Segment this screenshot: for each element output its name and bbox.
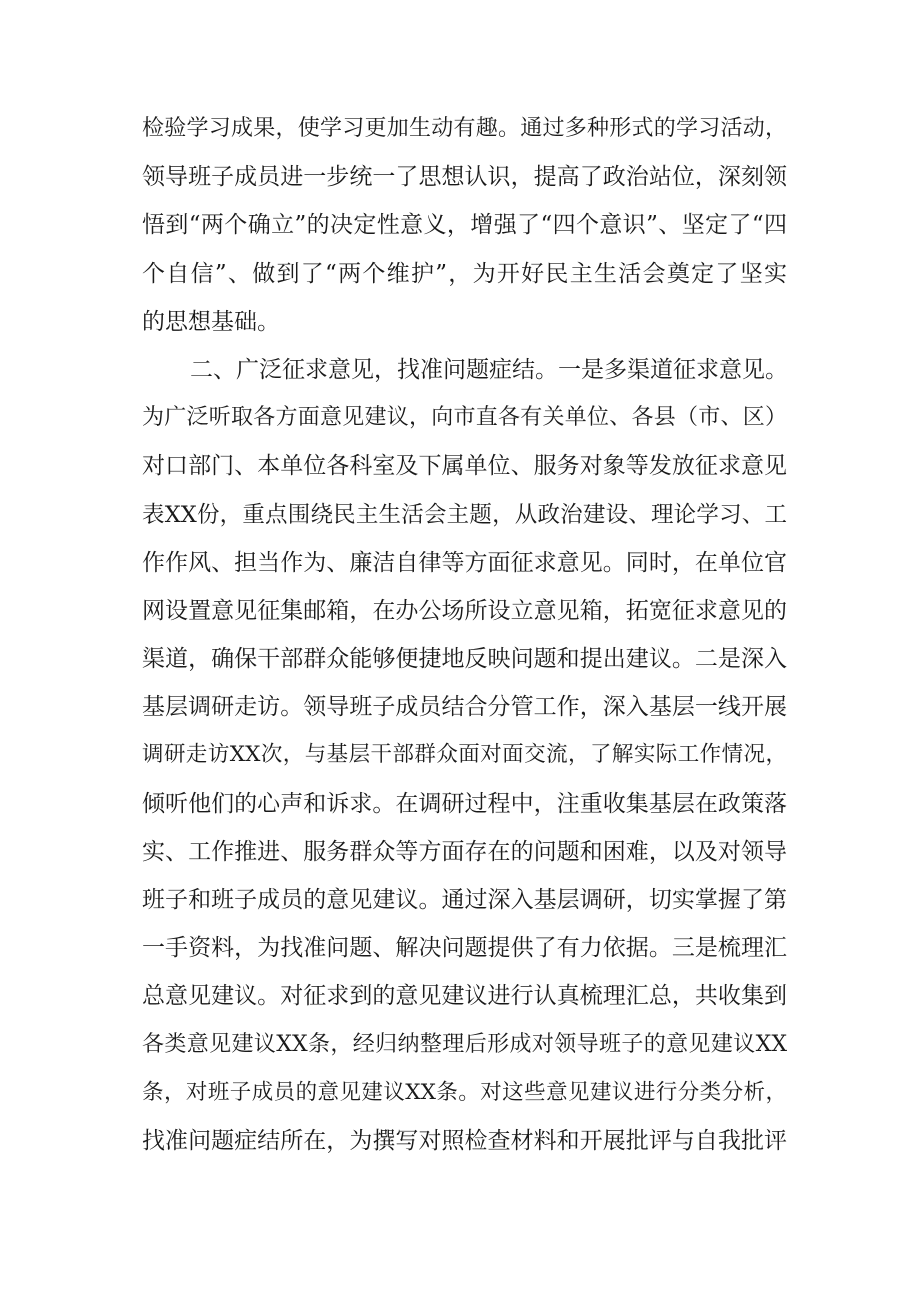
text-line: 一手资料，为找准问题、解决问题提供了有力依据。三是梳理汇 — [142, 935, 787, 962]
text-line: 各类意见建议XX条，经归纳整理后形成对领导班子的意见建议XX — [142, 1031, 787, 1057]
text-line: 检验学习成果，使学习更加生动有趣。通过多种形式的学习活动， — [142, 116, 787, 141]
text-line: 表XX份，重点围绕民主生活会主题，从政治建设、理论学习、工 — [142, 501, 787, 528]
text-line: 个自信”、做到了“两个维护”，为开好民主生活会奠定了坚实 — [142, 260, 787, 287]
text-line: 倾听他们的心声和诉求。在调研过程中，注重收集基层在政策落 — [142, 790, 787, 817]
text-line: 为广泛听取各方面意见建议，向市直各有关单位、各县（市、区） — [142, 405, 787, 431]
section-heading-line: 二、广泛征求意见，找准问题症结。一是多渠道征求意见。 — [190, 356, 788, 383]
text-line: 渠道，确保干部群众能够便捷地反映问题和提出建议。二是深入 — [142, 646, 787, 673]
text-line: 作作风、担当作为、廉洁自律等方面征求意见。同时，在单位官 — [142, 549, 787, 576]
text-line: 悟到“两个确立”的决定性意义，增强了“四个意识”、坚定了“四 — [142, 212, 787, 239]
text-line: 总意见建议。对征求到的意见建议进行认真梳理汇总，共收集到 — [142, 983, 787, 1010]
text-line: 班子和班子成员的意见建议。通过深入基层调研，切实掌握了第 — [142, 887, 787, 913]
text-line: 对口部门、本单位各科室及下属单位、服务对象等发放征求意见 — [142, 453, 787, 480]
body-text — [142, 105, 787, 1165]
text-line: 基层调研走访。领导班子成员结合分管工作，深入基层一线开展 — [142, 694, 787, 721]
text-line: 条，对班子成员的意见建议XX条。对这些意见建议进行分类分析， — [142, 1079, 787, 1105]
text-line: 调研走访XX次，与基层干部群众面对面交流，了解实际工作情况， — [142, 742, 787, 768]
paragraph-end-line: 的思想基础。 — [142, 308, 280, 335]
text-line: 网设置意见征集邮箱，在办公场所设立意见箱，拓宽征求意见的 — [142, 597, 787, 624]
text-line: 找准问题症结所在，为撰写对照检查材料和开展批评与自我批评 — [142, 1127, 787, 1154]
text-line: 实、工作推进、服务群众等方面存在的问题和困难，以及对领导 — [142, 838, 787, 865]
text-line: 领导班子成员进一步统一了思想认识，提高了政治站位，深刻领 — [142, 164, 787, 191]
